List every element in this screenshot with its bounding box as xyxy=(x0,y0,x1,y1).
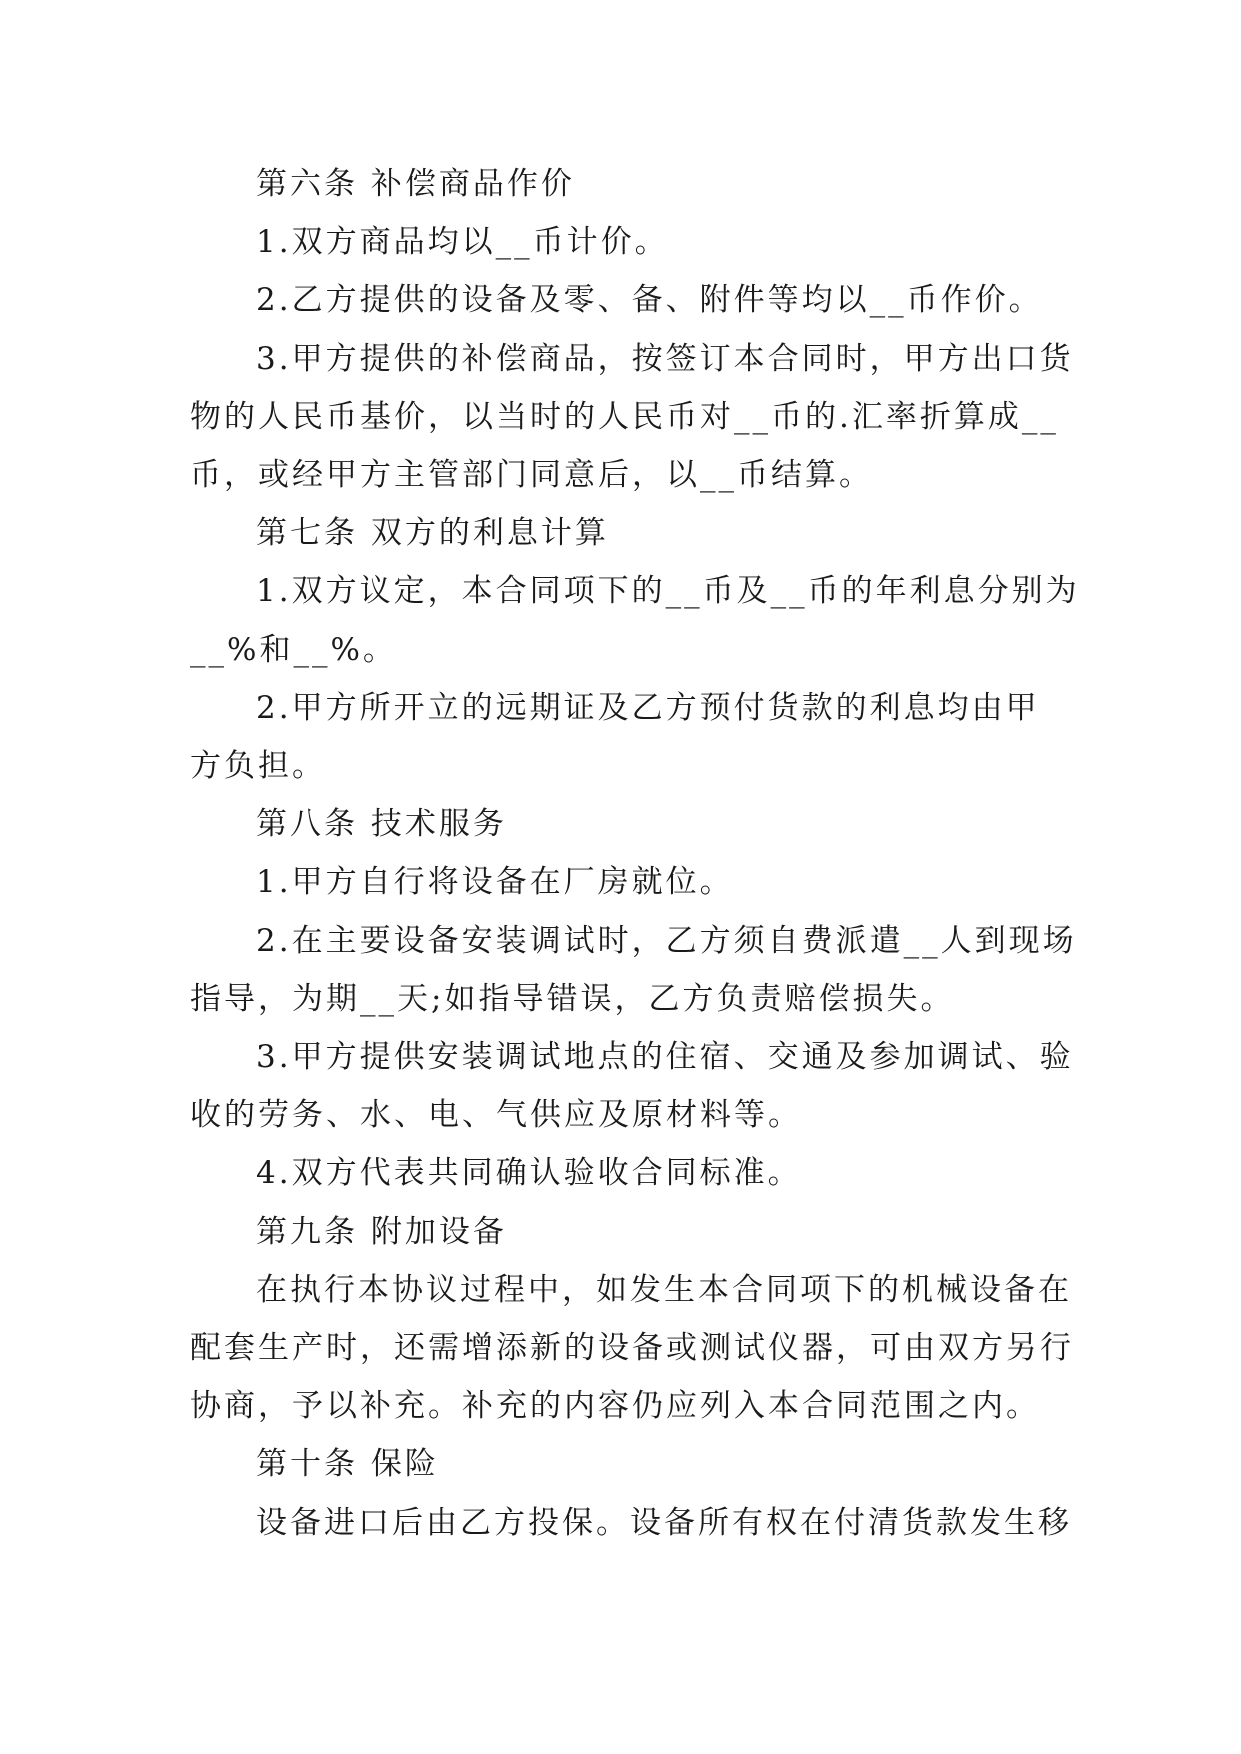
paragraph-line: __%和__%。 xyxy=(190,631,397,668)
paragraph-line: 方负担。 xyxy=(190,748,326,785)
paragraph-line: 在执行本协议过程中，如发生本合同项下的机械设备在 xyxy=(256,1271,1072,1308)
paragraph-line: 指导，为期__天;如指导错误，乙方负责赔偿损失。 xyxy=(190,980,955,1017)
paragraph-line: 4.双方代表共同确认验收合同标准。 xyxy=(256,1155,802,1192)
paragraph-line: 2.在主要设备安装调试时，乙方须自费派遣__人到现场 xyxy=(256,922,1077,959)
paragraph-line: 协商，予以补充。补充的内容仍应列入本合同范围之内。 xyxy=(190,1388,1040,1425)
paragraph-line: 设备进口后由乙方投保。设备所有权在付清货款发生移 xyxy=(256,1504,1072,1541)
paragraph-line: 1.甲方自行将设备在厂房就位。 xyxy=(256,864,734,901)
paragraph-line: 2.乙方提供的设备及零、备、附件等均以__币作价。 xyxy=(256,282,1043,319)
paragraph-line: 币，或经甲方主管部门同意后，以__币结算。 xyxy=(190,457,873,494)
paragraph-line: 配套生产时，还需增添新的设备或测试仪器，可由双方另行 xyxy=(190,1330,1074,1367)
article-8-heading: 第八条 技术服务 xyxy=(256,806,507,843)
article-10-heading: 第十条 保险 xyxy=(256,1446,439,1483)
paragraph-line: 2.甲方所开立的远期证及乙方预付货款的利息均由甲 xyxy=(256,689,1040,726)
paragraph-line: 3.甲方提供安装调试地点的住宿、交通及参加调试、验 xyxy=(256,1039,1074,1076)
paragraph-line: 1.双方商品均以__币计价。 xyxy=(256,224,669,261)
paragraph-line: 收的劳务、水、电、气供应及原材料等。 xyxy=(190,1097,802,1134)
article-6-heading: 第六条 补偿商品作价 xyxy=(256,166,575,202)
article-7-heading: 第七条 双方的利息计算 xyxy=(256,515,609,552)
document-page xyxy=(190,155,1080,1552)
paragraph-line: 1.双方议定，本合同项下的__币及__币的年利息分别为 xyxy=(256,573,1080,610)
paragraph-line: 3.甲方提供的补偿商品，按签订本合同时，甲方出口货 xyxy=(256,340,1074,377)
paragraph-line: 物的人民币基价，以当时的人民币对__币的.汇率折算成__ xyxy=(190,398,1059,435)
article-9-heading: 第九条 附加设备 xyxy=(256,1213,507,1250)
